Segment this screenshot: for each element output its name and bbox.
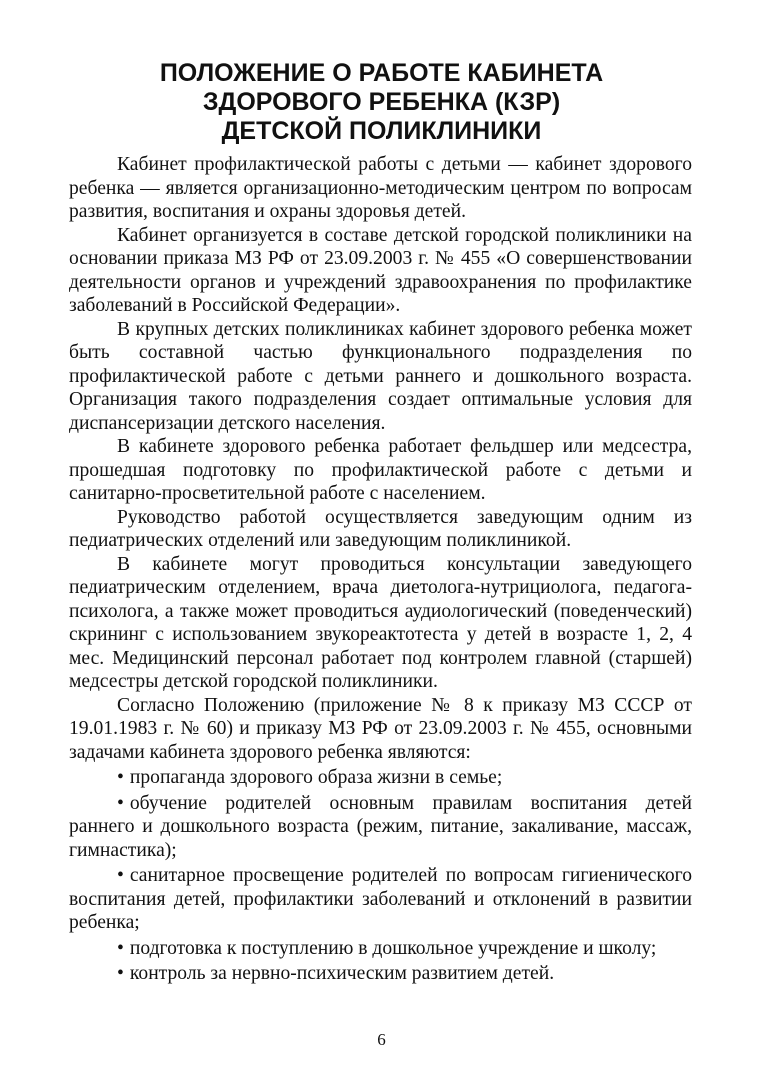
document-title	[90, 59, 673, 146]
list-item	[69, 766, 692, 790]
paragraph-organization: Кабинет организуется в составе детской городской поликлиники на основании приказа МЗ РФ от 23.09.2003 г. № 455 «О совершенствовании деятельности органов и учреждений здравоохранения по профилактике заболеваний в Российской Федерации».	[69, 224, 692, 316]
paragraph-management: Руководство работой осуществляется заведующим одним из педиатрических отделений или заведующим поликлиникой.	[69, 506, 692, 551]
list-item-text: обучение родителей основным правилам воспитания детей раннего и дошкольного возраста (режим, питание, закаливание, массаж, гимнастика);	[69, 792, 692, 861]
list-item	[69, 937, 692, 961]
paragraph-main-tasks: Согласно Положению (приложение № 8 к приказу МЗ СССР от 19.01.1983 г. № 60) и приказу МЗ РФ от 23.09.2003 г. № 455, основными задачами кабинета здорового ребенка являются:	[69, 694, 692, 763]
list-item	[69, 792, 692, 863]
list-item-text: пропаганда здорового образа жизни в семье;	[129, 767, 503, 788]
list-item-text: контроль за нервно-психическим развитием детей.	[129, 963, 555, 984]
bullet-icon: •	[117, 963, 124, 984]
paragraph-staff: В кабинете здорового ребенка работает фельдшер или медсестра, прошедшая подготовку по профилактической работе с детьми и санитарно-просветительной работе с населением.	[69, 436, 692, 504]
title-line-3: ДЕТСКОЙ ПОЛИКЛИНИКИ	[221, 117, 542, 145]
list-item	[69, 864, 692, 935]
task-list	[69, 766, 692, 986]
bullet-icon: •	[117, 937, 124, 959]
title-line-1: ПОЛОЖЕНИЕ О РАБОТЕ КАБИНЕТА	[159, 59, 604, 87]
bullet-icon: •	[117, 865, 124, 886]
page-number: 6	[377, 1030, 386, 1049]
list-item-text: санитарное просвещение родителей по вопросам гигиенического воспитания детей, профилактики заболеваний и отклонений в развитии ребенка;	[69, 865, 692, 933]
title-line-2: ЗДОРОВОГО РЕБЕНКА (КЗР)	[202, 88, 561, 116]
document-body	[69, 153, 692, 986]
bullet-icon: •	[117, 792, 124, 814]
bullet-icon: •	[117, 767, 124, 788]
paragraph-large-clinics: В крупных детских поликлиниках кабинет здорового ребенка может быть составной частью функционального подразделения по профилактической работе с детьми раннего и дошкольного возраста. Организация такого подразделения создает оптимальные условия для диспансеризации детского населения.	[69, 318, 692, 434]
list-item-text: подготовка к поступлению в дошкольное учреждение и школу;	[129, 937, 657, 959]
list-item	[69, 962, 692, 986]
paragraph-intro: Кабинет профилактической работы с детьми — кабинет здорового ребенка — является организационно-методическим центром по вопросам развития, воспитания и охраны здоровья детей.	[69, 154, 692, 222]
paragraph-consultations: В кабинете могут проводиться консультации заведующего педиатрическим отделением, врача диетолога-нутрициолога, педагога-психолога, а также может проводиться аудиологический (поведенческий) скрининг с использованием звукореактотеста у детей в возрасте 1, 2, 4 мес. Медицинский персонал работает под контролем главной (старшей) медсестры детской городской поликлиники.	[69, 553, 692, 692]
